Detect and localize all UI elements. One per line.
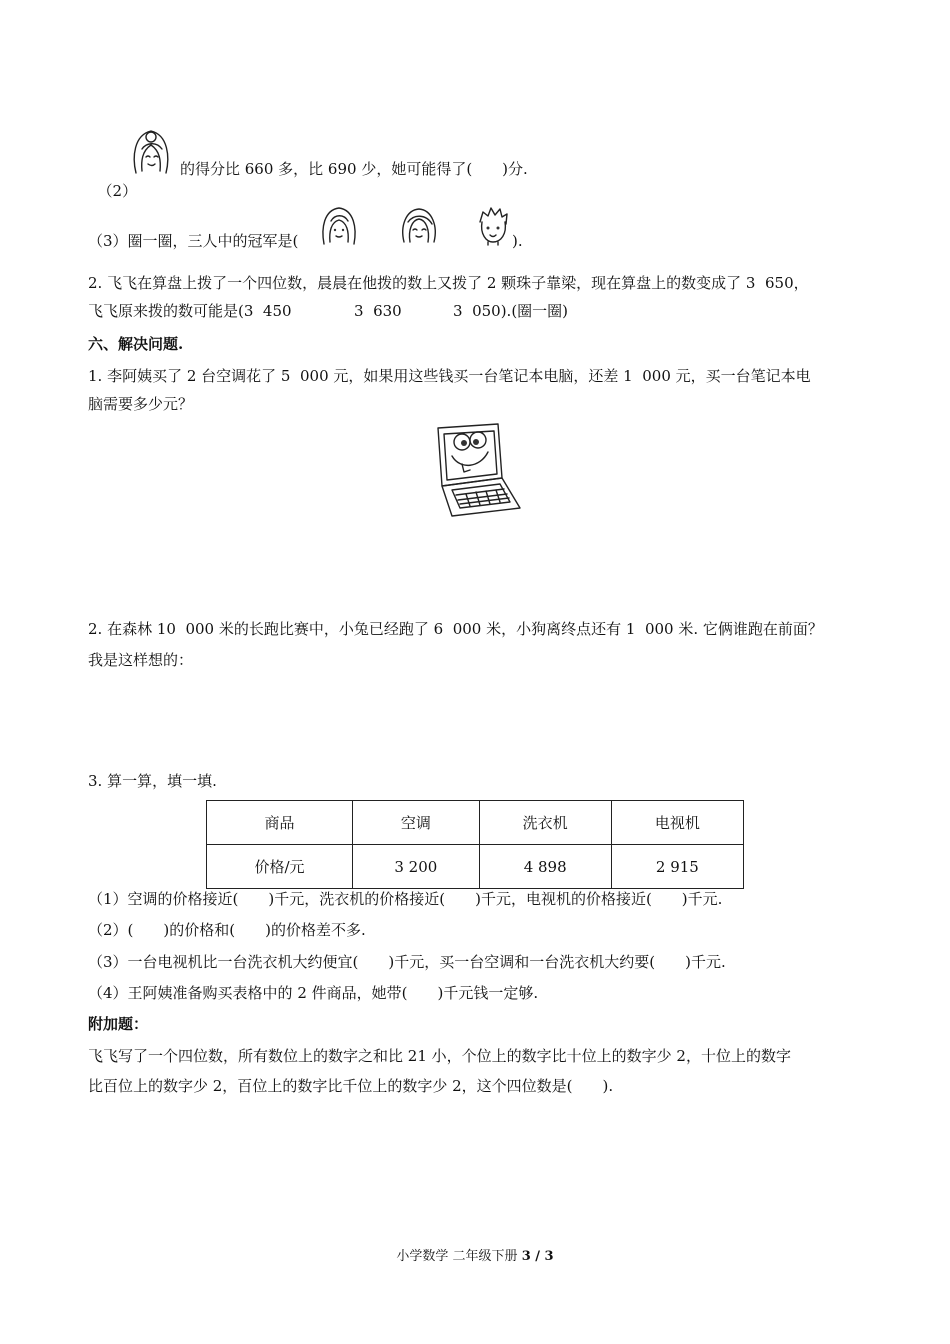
problem-5-2-line2 <box>88 300 292 322</box>
girl-long-hair-icon <box>318 204 360 246</box>
question-5-2-text: 的得分比 660 多，比 690 少，她可能得了( )分. <box>180 160 528 178</box>
problem-6-3-title: 3. 算一算，填一填. <box>88 772 217 790</box>
table-header-cell: 空调 <box>353 801 480 845</box>
price-table <box>206 800 744 889</box>
problem-6-3-sub2: （2）( )的价格和( )的价格差不多. <box>88 921 366 939</box>
table-header-cell: 洗衣机 <box>479 801 611 845</box>
table-header-cell: 电视机 <box>611 801 743 845</box>
table-cell: 4 898 <box>479 845 611 889</box>
bonus-heading: 附加题： <box>88 1015 149 1033</box>
boy-icon <box>474 204 512 246</box>
option-3: 3 050).(圈一圈) <box>453 302 569 320</box>
section-6-heading: 六、解决问题. <box>88 335 184 353</box>
table-cell: 3 200 <box>353 845 480 889</box>
table-header-row <box>207 801 744 845</box>
page-number: 3 / 3 <box>521 1249 554 1264</box>
option-1: 飞飞原来拨的数可能是(3 450 <box>88 302 292 320</box>
problem-6-1-line2: 脑需要多少元？ <box>88 395 194 413</box>
girl-icon <box>398 206 440 246</box>
bonus-line2: 比百位上的数字少 2，百位上的数字比千位上的数字少 2，这个四位数是( ). <box>88 1077 614 1095</box>
problem-6-2-line2: 我是这样想的： <box>88 651 194 669</box>
problem-6-3-sub3: （3）一台电视机比一台洗衣机大约便宜( )千元，买一台空调和一台洗衣机大约要( )千元. <box>88 953 726 971</box>
footer-subject: 小学数学 二年级下册 <box>396 1249 522 1264</box>
bonus-line1: 飞飞写了一个四位数，所有数位上的数字之和比 21 小，个位上的数字比十位上的数字少 2，十位上的数字 <box>88 1047 791 1065</box>
option-2: 3 630 <box>354 302 402 320</box>
problem-6-1-line1: 1. 李阿姨买了 2 台空调花了 5 000 元，如果用这些钱买一台笔记本电脑，还差 1 000 元，买一台笔记本电 <box>88 367 811 385</box>
girl-long-hair-icon <box>128 127 174 175</box>
table-cell: 2 915 <box>611 845 743 889</box>
problem-6-2-line1: 2. 在森林 10 000 米的长跑比赛中，小兔已经跑了 6 000 米，小狗离终点还有 1 000 米. 它俩谁跑在前面？ <box>88 620 823 638</box>
problem-6-3-sub4: （4）王阿姨准备购买表格中的 2 件商品，她带( )千元钱一定够. <box>88 984 539 1002</box>
table-header-cell: 商品 <box>207 801 353 845</box>
problem-6-3-sub1: （1）空调的价格接近( )千元，洗衣机的价格接近( )千元，电视机的价格接近( )千元. <box>88 890 723 908</box>
cartoon-laptop-icon <box>422 420 522 518</box>
table-cell: 价格/元 <box>207 845 353 889</box>
question-number: （2） <box>97 182 138 200</box>
page-footer <box>0 1245 950 1264</box>
question-5-3: （3）圈一圈，三人中的冠军是( <box>88 232 299 250</box>
problem-5-2-line1: 2. 飞飞在算盘上拨了一个四位数，晨晨在他拨的数上又拨了 2 颗珠子靠梁，现在算盘上的数变成了 3 650， <box>88 274 809 292</box>
question-5-3-end: ). <box>512 232 523 250</box>
table-row <box>207 845 744 889</box>
